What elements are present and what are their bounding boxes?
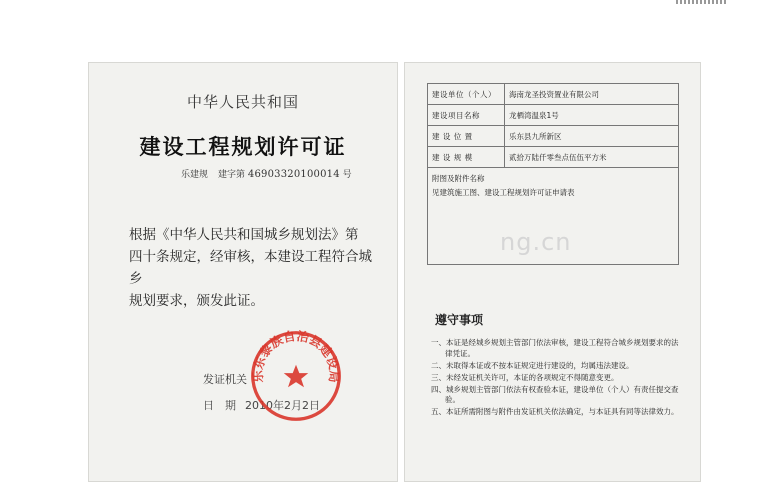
seal-text: 乐东黎族自治县建设局 (250, 329, 342, 384)
serial-line (181, 167, 352, 180)
row-label: 建 设 位 置 (428, 126, 505, 147)
date-label: 日 期 (203, 399, 236, 412)
legal-line: 规划要求，颁发此证。 (129, 293, 264, 309)
corner-mark (676, 0, 726, 4)
legal-line: 四十条规定，经审核，本建设工程符合城乡 (129, 249, 372, 287)
table-row (428, 84, 679, 105)
legal-line: 根据《中华人民共和国城乡规划法》第 (129, 227, 359, 243)
legal-statement (129, 224, 375, 312)
serial-prefix: 乐建规 (181, 170, 209, 180)
left-page (88, 62, 398, 482)
notice-item: 一、本证是经城乡规划主管部门依法审核，建设工程符合城乡规划要求的法律凭证。 (431, 338, 679, 358)
row-value: 龙栖湾温泉1号 (505, 105, 679, 126)
attachments-value: 见建筑施工图、建设工程规划许可证申请表 (432, 188, 575, 197)
notice-title: 遵守事项 (435, 313, 484, 327)
row-value: 海南龙圣投资置业有限公司 (505, 84, 679, 105)
notice-list (431, 338, 683, 419)
attachments-label: 附图及附件名称 (432, 174, 485, 183)
notice-item: 五、本证所需附图与附件由发证机关依法确定，与本证具有同等法律效力。 (431, 407, 679, 416)
issuer-label: 发证机关 (203, 373, 247, 386)
country-heading: 中华人民共和国 (186, 93, 299, 111)
serial-number: 46903320100014 (247, 169, 340, 180)
row-label: 建设单位（个人） (428, 84, 505, 105)
row-value: 乐东县九所新区 (505, 126, 679, 147)
right-page (404, 62, 701, 482)
serial-suffix: 号 (342, 170, 352, 180)
notice-item: 二、未取得本证或不按本证规定进行建设的，均属违法建设。 (431, 360, 634, 370)
certificate-title: 建设工程规划许可证 (139, 134, 347, 159)
row-label: 建 设 规 模 (428, 147, 505, 168)
notice-item: 四、城乡规划主管部门依法有权查验本证，建设单位（个人）有责任提交查验。 (431, 384, 679, 404)
table-row (428, 105, 679, 126)
table-row (428, 147, 679, 168)
row-value: 贰拾万陆仟零叁点伍伍平方米 (505, 147, 679, 168)
row-label: 建设项目名称 (428, 105, 505, 126)
serial-label: 建字第 (218, 170, 246, 180)
official-seal-icon (249, 329, 343, 423)
table-row (428, 126, 679, 147)
notice-item: 三、未经发证机关许可，本证的各项规定不得随意变更。 (431, 372, 619, 382)
date-value: 2010年2月2日 (245, 399, 320, 412)
watermark: ng.cn (500, 228, 572, 256)
